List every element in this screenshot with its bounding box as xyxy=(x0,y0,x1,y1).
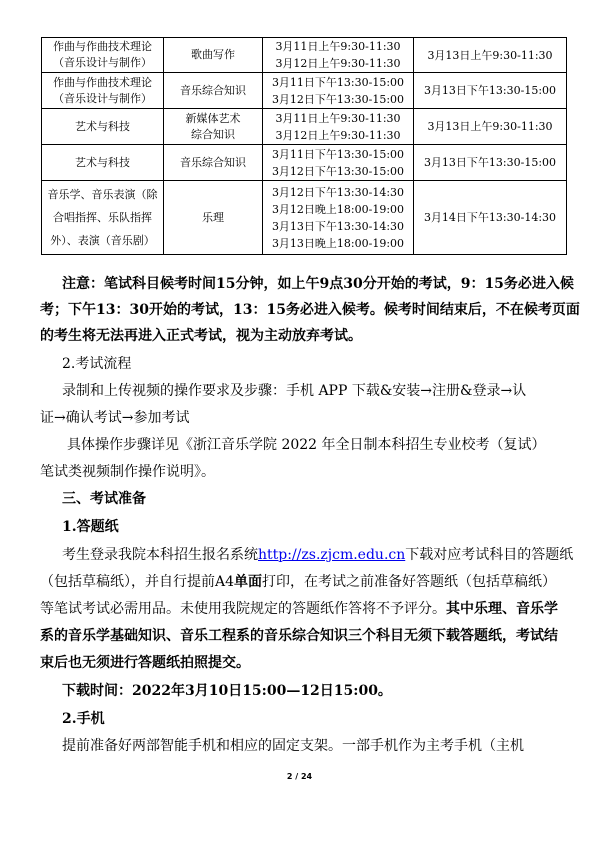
item-line: 歌曲写作 xyxy=(191,48,235,61)
subject-line: 合唱指挥、乐队指挥 xyxy=(53,211,152,224)
formal-line: 3月14日下午13:30-14:30 xyxy=(423,211,557,224)
answer-sheet-line-5: 束后也无须进行答题纸拍照提交。 xyxy=(40,655,250,671)
cell-item xyxy=(164,145,263,181)
enrollment-system-link[interactable]: http://zs.zjcm.edu.cn xyxy=(258,547,406,563)
cell-item xyxy=(164,109,263,145)
download-time: 下载时间：2022年3月10日15:00—12日15:00。 xyxy=(62,683,392,699)
times-line: 3月13日晚上18:00-19:00 xyxy=(271,236,405,250)
table-row xyxy=(42,181,567,255)
subject-line: （音乐设计与制作） xyxy=(53,91,152,105)
table-row xyxy=(42,145,567,181)
subject-line: 音乐学、音乐表演（除 xyxy=(47,188,158,201)
answer-sheet-line-1: 考生登录我院本科招生报名系统http://zs.zjcm.edu.cn下载对应考试科目的答题纸 xyxy=(62,547,574,563)
subject-line: 作曲与作曲技术理论 xyxy=(53,75,152,89)
answer-sheet-line-4: 系的音乐学基础知识、音乐工程系的音乐综合知识三个科目无须下载答题纸，考试结 xyxy=(40,628,558,644)
cell-subject xyxy=(42,73,164,109)
subject-line: 艺术与科技 xyxy=(75,119,130,133)
subject-line: （音乐设计与制作） xyxy=(53,56,152,69)
cell-item xyxy=(164,73,263,109)
notice-line-2: 考；下午13：30开始的考试，13：15务必进入候考。候考时间结束后，不在候考页面 xyxy=(40,302,580,318)
cell-formal xyxy=(414,145,567,181)
cell-times xyxy=(263,181,414,255)
item-line: 音乐综合知识 xyxy=(180,83,246,97)
answer-sheet-line-2: （包括草稿纸），并自行提前A4单面打印，在考试之前准备好答题纸（包括草稿纸） xyxy=(40,574,557,590)
times-line: 3月12日上午9:30-11:30 xyxy=(275,57,401,70)
formal-line: 3月13日上午9:30-11:30 xyxy=(427,120,553,133)
times-line: 3月12日晚上18:00-19:00 xyxy=(271,202,405,216)
subject-line: 艺术与科技 xyxy=(75,155,130,169)
table-row xyxy=(42,38,567,73)
cell-subject xyxy=(42,181,164,255)
cell-subject xyxy=(42,109,164,145)
cell-times xyxy=(263,38,414,73)
table-row xyxy=(42,109,567,145)
formal-line: 3月13日下午13:30-15:00 xyxy=(423,156,557,169)
cell-item xyxy=(164,181,263,255)
subject-line: 外）、表演（音乐剧） xyxy=(50,234,155,247)
schedule-body xyxy=(42,38,567,255)
item-line: 乐理 xyxy=(202,210,224,224)
section-3-heading: 三、考试准备 xyxy=(62,491,146,507)
table-row xyxy=(42,73,567,109)
cell-formal xyxy=(414,38,567,73)
phone-heading: 2.手机 xyxy=(62,711,105,727)
answer-sheet-heading: 1.答题纸 xyxy=(62,519,119,535)
cell-subject xyxy=(42,145,164,181)
times-line: 3月12日下午13:30-14:30 xyxy=(271,185,405,199)
cell-item xyxy=(164,38,263,73)
cell-formal xyxy=(414,73,567,109)
process-line-2: 证→确认考试→参加考试 xyxy=(40,410,190,426)
times-line: 3月13日下午13:30-14:30 xyxy=(271,219,405,233)
phone-line-1: 提前准备好两部智能手机和相应的固定支架。一部手机作为主考手机（主机 xyxy=(62,738,524,754)
formal-line: 3月13日上午9:30-11:30 xyxy=(427,48,553,62)
process-line-1: 录制和上传视频的操作要求及步骤：手机 APP 下载&安装→注册&登录→认 xyxy=(62,383,527,399)
answer-sheet-line-3: 等笔试考试必需用品。未使用我院规定的答题纸作答将不予评分。其中乐理、音乐学 xyxy=(40,601,558,617)
schedule-table xyxy=(41,37,567,255)
times-line: 3月12日下午13:30-15:00 xyxy=(271,164,405,178)
formal-line: 3月13日下午13:30-15:00 xyxy=(423,84,557,97)
times-line: 3月11日上午9:30-11:30 xyxy=(275,40,401,53)
subject-line: 作曲与作曲技术理论 xyxy=(53,40,152,53)
notice-line-1: 注意：笔试科目候考时间15分钟，如上午9点30分开始的考试，9：15务必进入候 xyxy=(62,276,574,292)
notice-line-3: 的考生将无法再进入正式考试，视为主动放弃考试。 xyxy=(40,328,362,344)
item-line: 新媒体艺术 xyxy=(185,111,241,125)
cell-times xyxy=(263,109,414,145)
times-line: 3月11日下午13:30-15:00 xyxy=(271,147,405,161)
item-line: 音乐综合知识 xyxy=(180,155,246,169)
cell-times xyxy=(263,145,414,181)
cell-times xyxy=(263,73,414,109)
process-line-4: 笔试类视频制作操作说明》。 xyxy=(40,464,215,480)
cell-formal xyxy=(414,109,567,145)
times-line: 3月11日下午13:30-15:00 xyxy=(271,75,405,89)
times-line: 3月11日上午9:30-11:30 xyxy=(275,111,401,125)
item-line: 综合知识 xyxy=(191,127,235,141)
process-heading: 2.考试流程 xyxy=(62,356,132,372)
times-line: 3月12日上午9:30-11:30 xyxy=(275,128,401,142)
times-line: 3月12日下午13:30-15:00 xyxy=(271,92,405,106)
cell-formal xyxy=(414,181,567,255)
page-number: 2 / 24 xyxy=(286,772,313,781)
cell-subject xyxy=(42,38,164,73)
process-line-3: 具体操作步骤详见《浙江音乐学院 2022 年全日制本科招生专业校考（复试） xyxy=(67,437,546,453)
